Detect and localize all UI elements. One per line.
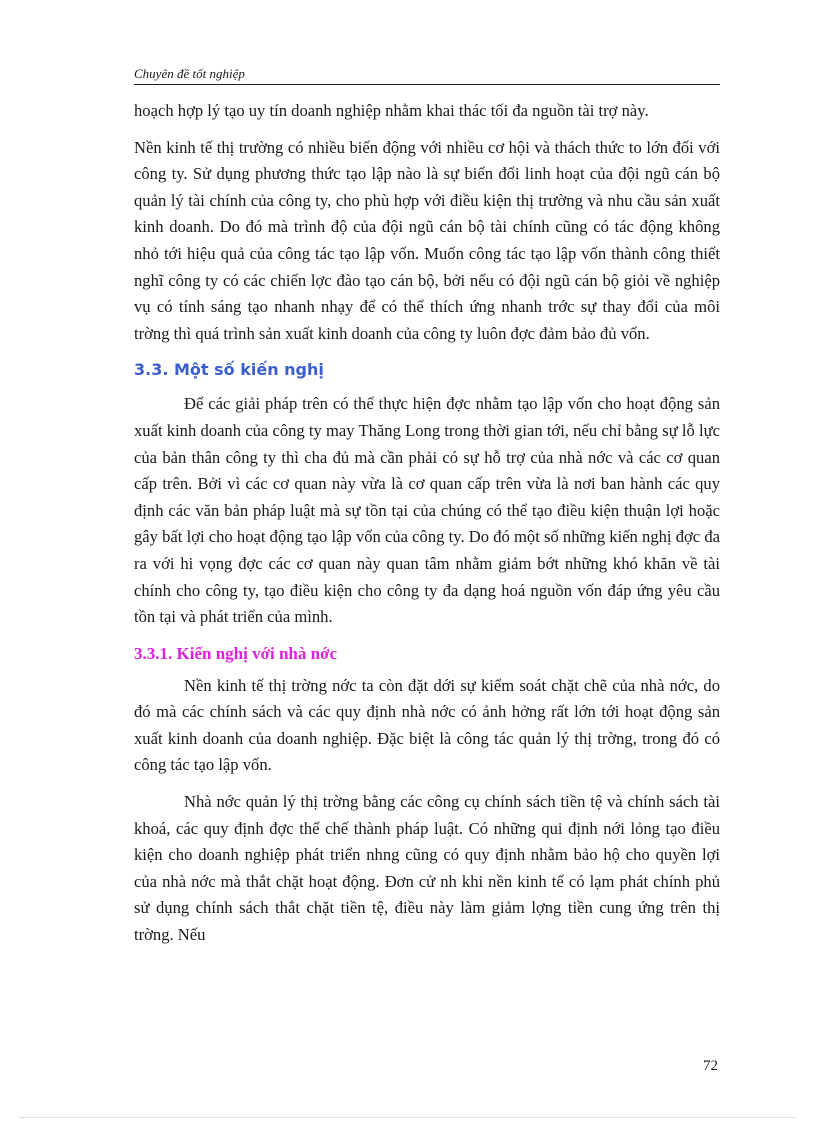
page-number: 72 [703,1058,718,1074]
paragraph-continuation: hoạch hợp lý tạo uy tín doanh nghiệp nhằm khai thác tối đa nguồn tài trợ này. [134,101,649,120]
subsection-heading-3-3-1: 3.3.1. Kiến nghị với nhà nớc [134,643,338,663]
paragraph-state-management: Nhà nớc quản lý thị trờng bằng các công cụ chính sách tiền tệ và chính sách tài khoá, các quy định đợc thể chế thành pháp luật. Có những qui định nới lỏng tạo điều kiện cho doanh nghiệp phát triển nhng cũng có quy định nhằm bảo hộ cho quyền lợi của nhà nớc mà thắt chặt hoạt động. Đơn cử nh khi nền kinh tế có lạm phát chính phủ sử dụng chính sách thắt chặt tiền tệ, điều này làm giảm lợng tiền cung ứng trên thị trờng. Nếu [134,792,720,945]
running-header: Chuyên đề tốt nghiệp [134,66,720,85]
paragraph-recommendations-intro: Để các giải pháp trên có thể thực hiện đợc nhằm tạo lập vốn cho hoạt động sản xuất kinh doanh của công ty may Thăng Long trong thời gian tới, nếu chỉ bằng sự lỗ lực của bản thân công ty thì cha đủ mà cần phải có sự hỗ trợ của nhà nớc và các cơ quan cấp trên. Bởi vì các cơ quan này vừa là cơ quan cấp trên vừa là nơi ban hành các quy định các văn bản pháp luật mà sự tồn tại của chúng có thể tạo điều kiện thuận lợi hoặc gây bất lợi cho hoạt động tạo lập vốn của công ty. Do đó một số những kiến nghị đợc đa ra với hi vọng đợc các cơ quan này quan tâm nhằm giảm bớt những khó khăn về tài chính cho công ty, tạo điều kiện cho công ty đa dạng hoá nguồn vốn đáp ứng yêu cầu tồn tại và phát triển của mình. [134,394,720,627]
page-bottom-divider [20,1117,796,1118]
paragraph-market-economy: Nền kinh tế thị trường có nhiều biến động với nhiều cơ hội và thách thức to lớn đối với công ty. Sử dụng phương thức tạo lập nào là sự biến đổi linh hoạt của đội ngũ cán bộ quản lý tài chính của công ty, cho phù hợp với điều kiện thị trường và nhu cầu sản xuất kinh doanh. Do đó mà trình độ của đội ngũ cán bộ tài chính cũng có tác động không nhỏ tới hiệu quả của công tác tạo lập vốn. Muốn công tác tạo lập vốn thành công thiết nghĩ công ty có các chiến lợc đào tạo cán bộ, bởi nếu có đội ngũ cán bộ giỏi về nghiệp vụ có tính sáng tạo nhanh nhạy để có thể thích ứng nhanh trớc sự thay đổi của môi trờng thì quá trình sản xuất kinh doanh của công ty luôn đợc đảm bảo đủ vốn. [134,137,720,343]
paragraph-state-control: Nền kinh tế thị trờng nớc ta còn đặt dới sự kiểm soát chặt chẽ của nhà nớc, do đó mà các chính sách và các quy định nhà nớc có ảnh hởng rất lớn tới hoạt động sản xuất kinh doanh của doanh nghiệp. Đặc biệt là công tác quản lý thị trờng, trong đó có công tác tạo lập vốn. [134,675,720,775]
section-heading-3-3: 3.3. Một số kiến nghị [134,360,324,380]
page-body [134,98,720,959]
